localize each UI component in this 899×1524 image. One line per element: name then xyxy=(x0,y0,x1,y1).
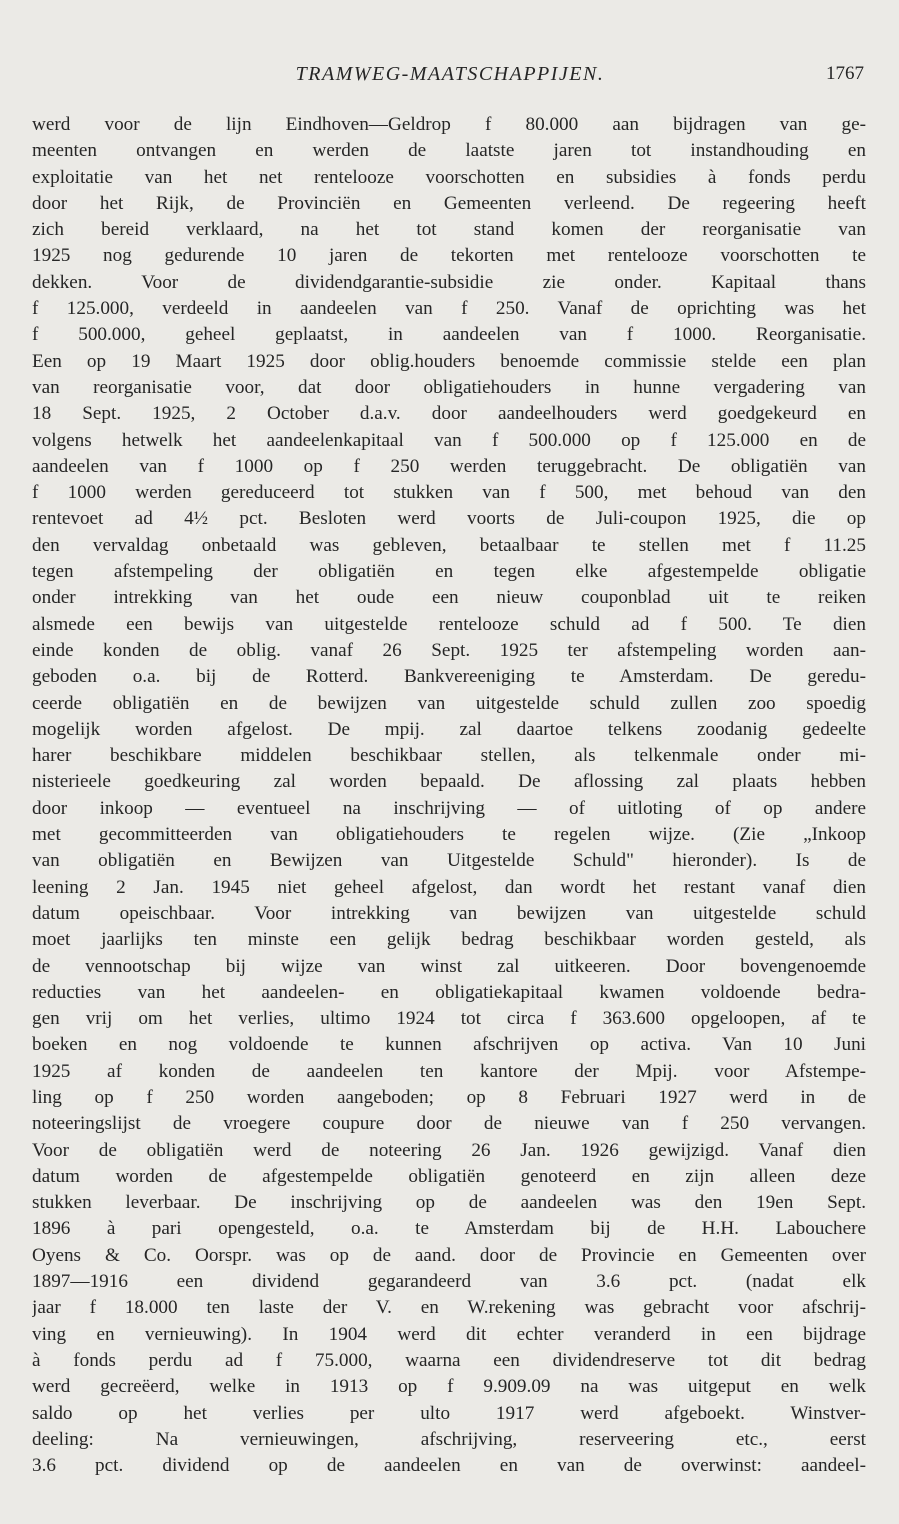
text-line: saldo op het verlies per ulto 1917 werd afgeboekt. Winstver- xyxy=(32,1402,866,1424)
text-line: ceerde obligatiën en de bewijzen van uitgestelde schuld zullen zoo spoedig xyxy=(32,692,866,714)
text-line: dekken. Voor de dividendgarantie-subsidie zie onder. Kapitaal thans xyxy=(32,271,866,293)
text-line: datum worden de afgestempelde obligatiën genoteerd en zijn alleen deze xyxy=(32,1165,866,1187)
text-line: harer beschikbare middelen beschikbaar stellen, als telkenmale onder mi- xyxy=(32,745,866,767)
text-line: nisterieele goedkeuring zal worden bepaald. De aflossing zal plaats hebben xyxy=(32,771,866,793)
text-line: à fonds perdu ad f 75.000, waarna een dividendreserve tot dit bedrag xyxy=(32,1349,866,1371)
text-line: exploitatie van het net rentelooze voorschotten en subsidies à fonds perdu xyxy=(32,166,866,188)
text-line: van reorganisatie voor, dat door obligatiehouders in hunne vergadering van xyxy=(32,376,866,398)
text-line: ving en vernieuwing). In 1904 werd dit echter veranderd in een bijdrage xyxy=(32,1323,866,1345)
body-text xyxy=(32,112,866,1479)
text-line: deeling: Na vernieuwingen, afschrijving, reserveering etc., eerst xyxy=(32,1428,866,1450)
text-line: tegen afstempeling der obligatiën en tegen elke afgestempelde obligatie xyxy=(32,561,866,583)
text-line: 18 Sept. 1925, 2 October d.a.v. door aandeelhouders werd goedgekeurd en xyxy=(32,403,866,425)
text-line: aandeelen van f 1000 op f 250 werden teruggebracht. De obligatiën van xyxy=(32,455,866,477)
text-line: f 500.000, geheel geplaatst, in aandeelen van f 1000. Reorganisatie. xyxy=(32,324,866,346)
text-line: Voor de obligatiën werd de noteering 26 Jan. 1926 gewijzigd. Vanaf dien xyxy=(32,1139,866,1161)
text-line: zich bereid verklaard, na het tot stand komen der reorganisatie van xyxy=(32,219,866,241)
running-head xyxy=(36,58,864,90)
text-line: werd voor de lijn Eindhoven—Geldrop f 80.000 aan bijdragen van ge- xyxy=(32,114,866,135)
text-line: stukken leverbaar. De inschrijving op de aandeelen was den 19en Sept. xyxy=(32,1192,866,1214)
text-line: de vennootschap bij wijze van winst zal uitkeeren. Door bovengenoemde xyxy=(32,955,866,977)
text-line: boeken en nog voldoende te kunnen afschrijven op activa. Van 10 Juni xyxy=(32,1034,866,1056)
text-line: einde konden de oblig. vanaf 26 Sept. 1925 ter afstempeling worden aan- xyxy=(32,639,866,661)
text-line: 1925 nog gedurende 10 jaren de tekorten met rentelooze voorschotten te xyxy=(32,245,866,267)
text-line: moet jaarlijks ten minste een gelijk bedrag beschikbaar worden gesteld, als xyxy=(32,929,866,951)
page-number: 1767 xyxy=(826,63,864,84)
text-line: van obligatiën en Bewijzen van Uitgestelde Schuld" hieronder). Is de xyxy=(32,850,866,872)
text-line: Oyens & Co. Oorspr. was op de aand. door de Provincie en Gemeenten over xyxy=(32,1244,866,1266)
text-line: onder intrekking van het oude een nieuw couponblad uit te reiken xyxy=(32,587,866,609)
text-line: leening 2 Jan. 1945 niet geheel afgelost, dan wordt het restant vanaf dien xyxy=(32,876,866,898)
text-line: gen vrij om het verlies, ultimo 1924 tot circa f 363.600 opgeloopen, af te xyxy=(32,1008,866,1030)
text-line: ling op f 250 worden aangeboden; op 8 Februari 1927 werd in de xyxy=(32,1086,866,1108)
text-line: werd gecreëerd, welke in 1913 op f 9.909.09 na was uitgeput en welk xyxy=(32,1376,866,1398)
text-line: geboden o.a. bij de Rotterd. Bankvereeniging te Amsterdam. De geredu- xyxy=(32,666,866,688)
text-line: 1897—1916 een dividend gegarandeerd van 3.6 pct. (nadat elk xyxy=(32,1271,866,1293)
text-line: datum opeischbaar. Voor intrekking van bewijzen van uitgestelde schuld xyxy=(32,902,866,924)
text-line: volgens hetwelk het aandeelenkapitaal van f 500.000 op f 125.000 en de xyxy=(32,429,866,451)
text-line: meenten ontvangen en werden de laatste jaren tot instandhouding en xyxy=(32,140,866,162)
text-line: met gecommitteerden van obligatiehouders te regelen wijze. (Zie „Inkoop xyxy=(32,824,866,846)
text-line: reducties van het aandeelen- en obligatiekapitaal kwamen voldoende bedra- xyxy=(32,981,866,1003)
text-line: alsmede een bewijs van uitgestelde rentelooze schuld ad f 500. Te dien xyxy=(32,613,866,635)
text-line: door inkoop — eventueel na inschrijving — of uitloting of op andere xyxy=(32,797,866,819)
text-line: 1896 à pari opengesteld, o.a. te Amsterdam bij de H.H. Labouchere xyxy=(32,1218,866,1240)
text-line: 3.6 pct. dividend op de aandeelen en van de overwinst: aandeel- xyxy=(32,1455,866,1477)
text-line: mogelijk worden afgelost. De mpij. zal daartoe telkens zoodanig gedeelte xyxy=(32,718,866,740)
text-line: f 1000 werden gereduceerd tot stukken van f 500, met behoud van den xyxy=(32,482,866,504)
text-line: f 125.000, verdeeld in aandeelen van f 250. Vanaf de oprichting was het xyxy=(32,298,866,320)
text-line: Een op 19 Maart 1925 door oblig.houders benoemde commissie stelde een plan xyxy=(32,350,866,372)
text-line: 1925 af konden de aandeelen ten kantore der Mpij. voor Afstempe- xyxy=(32,1060,866,1082)
text-line: jaar f 18.000 ten laste der V. en W.rekening was gebracht voor afschrij- xyxy=(32,1297,866,1319)
text-line: noteeringslijst de vroegere coupure door de nieuwe van f 250 vervangen. xyxy=(32,1113,866,1135)
text-line: door het Rijk, de Provinciën en Gemeenten verleend. De regeering heeft xyxy=(32,192,866,214)
running-title: TRAMWEG-MAATSCHAPPIJEN. xyxy=(295,63,605,85)
text-line: rentevoet ad 4½ pct. Besloten werd voorts de Juli-coupon 1925, die op xyxy=(32,508,866,530)
text-line: den vervaldag onbetaald was gebleven, betaalbaar te stellen met f 11.25 xyxy=(32,534,866,556)
